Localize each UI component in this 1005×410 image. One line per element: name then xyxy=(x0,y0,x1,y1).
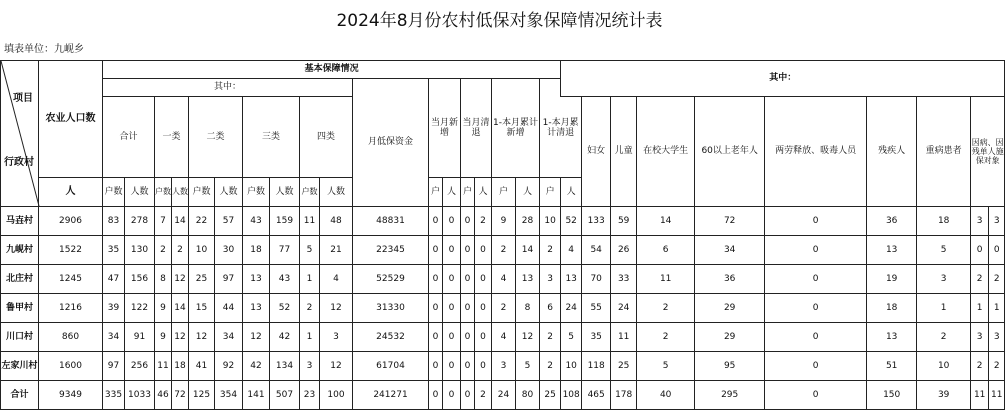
table-cell: 2 xyxy=(989,352,1005,381)
table-cell: 8 xyxy=(155,265,172,294)
header-cat3: 三类 xyxy=(243,97,300,178)
table-cell: 12 xyxy=(189,323,215,352)
table-cell: 25 xyxy=(611,352,637,381)
table-row xyxy=(1,207,1005,236)
table-cell: 0 xyxy=(429,265,443,294)
table-cell: 36 xyxy=(695,265,765,294)
table-cell: 5 xyxy=(561,323,582,352)
table-cell: 52 xyxy=(270,294,300,323)
subheader-cat4-ren: 人数 xyxy=(320,178,353,207)
header-cat4: 四类 xyxy=(300,97,353,178)
table-cell: 51 xyxy=(867,352,917,381)
table-cell: 24 xyxy=(611,294,637,323)
header-basic-sub: 其中： xyxy=(103,79,353,97)
table-cell: 125 xyxy=(189,381,215,410)
table-cell: 7 xyxy=(155,207,172,236)
table-cell: 3 xyxy=(300,352,320,381)
table-cell: 278 xyxy=(125,207,155,236)
village-name-cell: 北庄村 xyxy=(1,265,39,294)
table-cell: 26 xyxy=(611,236,637,265)
table-cell: 11 xyxy=(971,381,989,410)
table-cell: 0 xyxy=(765,381,867,410)
table-cell: 46 xyxy=(155,381,172,410)
table-cell: 29 xyxy=(695,294,765,323)
corner-label-village: 行政村 xyxy=(4,157,34,168)
table-cell: 13 xyxy=(243,265,270,294)
table-cell: 34 xyxy=(215,323,243,352)
page-title: 2024年8月份农村低保对象保障情况统计表 xyxy=(336,11,663,31)
table-cell: 0 xyxy=(443,236,461,265)
table-cell: 0 xyxy=(429,323,443,352)
table-cell: 3 xyxy=(971,207,989,236)
table-cell: 10 xyxy=(540,207,561,236)
table-cell: 1 xyxy=(971,294,989,323)
header-ill: 重病患者 xyxy=(917,97,971,207)
table-cell: 354 xyxy=(215,381,243,410)
table-cell: 3 xyxy=(320,323,353,352)
subheader-exit-hu: 户 xyxy=(461,178,475,207)
table-cell: 12 xyxy=(243,323,270,352)
subheader-cat3-ren: 人数 xyxy=(270,178,300,207)
table-cell: 2 xyxy=(155,236,172,265)
table-cell: 21 xyxy=(320,236,353,265)
table-cell: 30 xyxy=(215,236,243,265)
table-cell: 5 xyxy=(637,352,695,381)
table-cell: 1 xyxy=(300,265,320,294)
table-cell: 2 xyxy=(989,265,1005,294)
table-cell: 97 xyxy=(215,265,243,294)
table-cell: 2 xyxy=(917,323,971,352)
table-cell: 25 xyxy=(540,381,561,410)
subheader-new-ren: 人 xyxy=(443,178,461,207)
header-basic-group: 基本保障情况 xyxy=(103,61,561,79)
table-cell: 3 xyxy=(492,352,516,381)
village-name-cell: 鲁甲村 xyxy=(1,294,39,323)
header-released: 两劳释放、吸毒人员 xyxy=(765,97,867,207)
table-cell: 0 xyxy=(461,352,475,381)
table-cell: 100 xyxy=(320,381,353,410)
table-cell: 42 xyxy=(243,352,270,381)
table-cell: 178 xyxy=(611,381,637,410)
subheader-cum-exit-hu: 户 xyxy=(540,178,561,207)
table-cell: 11 xyxy=(989,381,1005,410)
subheader-new-hu: 户 xyxy=(429,178,443,207)
table-cell: 5 xyxy=(516,352,540,381)
subheader-total-hu: 户数 xyxy=(103,178,125,207)
subheader-cat2-ren: 人数 xyxy=(215,178,243,207)
table-cell: 22345 xyxy=(353,236,429,265)
table-cell: 1522 xyxy=(39,236,103,265)
village-name-cell: 合计 xyxy=(1,381,39,410)
village-name-cell: 川口村 xyxy=(1,323,39,352)
table-cell: 0 xyxy=(765,207,867,236)
subheader-cat1-hu: 户数 xyxy=(155,178,172,207)
table-cell: 2 xyxy=(492,236,516,265)
table-cell: 5 xyxy=(300,236,320,265)
table-cell: 0 xyxy=(765,265,867,294)
table-cell: 0 xyxy=(429,294,443,323)
table-cell: 41 xyxy=(189,352,215,381)
table-cell: 77 xyxy=(270,236,300,265)
table-cell: 0 xyxy=(971,236,989,265)
table-cell: 72 xyxy=(172,381,189,410)
table-cell: 35 xyxy=(582,323,611,352)
table-cell: 72 xyxy=(695,207,765,236)
corner-diagonal-line xyxy=(1,61,39,206)
header-cum-new: 1-本月累计新增 xyxy=(492,79,540,178)
table-cell: 6 xyxy=(637,236,695,265)
table-cell: 6 xyxy=(540,294,561,323)
table-cell: 0 xyxy=(475,323,492,352)
table-cell: 42 xyxy=(270,323,300,352)
table-cell: 34 xyxy=(695,236,765,265)
table-cell: 13 xyxy=(516,265,540,294)
table-cell: 22 xyxy=(189,207,215,236)
table-cell: 18 xyxy=(867,294,917,323)
table-cell: 24 xyxy=(492,381,516,410)
table-cell: 55 xyxy=(582,294,611,323)
table-cell: 241271 xyxy=(353,381,429,410)
reporting-unit: 填表单位：九岘乡 xyxy=(4,44,84,55)
header-disabled: 残疾人 xyxy=(867,97,917,207)
table-cell: 83 xyxy=(103,207,125,236)
table-row xyxy=(1,323,1005,352)
table-cell: 12 xyxy=(172,323,189,352)
subheader-cat2-hu: 户数 xyxy=(189,178,215,207)
table-cell: 11 xyxy=(300,207,320,236)
table-cell: 14 xyxy=(516,236,540,265)
subheader-cat1-ren: 人数 xyxy=(172,178,189,207)
village-name-cell: 左家川村 xyxy=(1,352,39,381)
subheader-cat3-hu: 户数 xyxy=(243,178,270,207)
table-cell: 0 xyxy=(765,323,867,352)
table-cell: 133 xyxy=(582,207,611,236)
table-cell: 2906 xyxy=(39,207,103,236)
village-name-cell: 九岘村 xyxy=(1,236,39,265)
table-cell: 4 xyxy=(320,265,353,294)
table-cell: 0 xyxy=(475,265,492,294)
village-name-cell: 马壵村 xyxy=(1,207,39,236)
table-cell: 2 xyxy=(637,323,695,352)
table-cell: 0 xyxy=(443,207,461,236)
table-cell: 2 xyxy=(971,352,989,381)
table-cell: 1245 xyxy=(39,265,103,294)
table-cell: 92 xyxy=(215,352,243,381)
table-cell: 14 xyxy=(172,294,189,323)
table-cell: 35 xyxy=(103,236,125,265)
table-cell: 48 xyxy=(320,207,353,236)
header-total: 合计 xyxy=(103,97,155,178)
header-right-group: 其中： xyxy=(561,61,1005,97)
table-cell: 48831 xyxy=(353,207,429,236)
table-cell: 2 xyxy=(971,265,989,294)
table-cell: 1216 xyxy=(39,294,103,323)
table-cell: 11 xyxy=(155,352,172,381)
table-cell: 12 xyxy=(516,323,540,352)
table-cell: 156 xyxy=(125,265,155,294)
table-cell: 28 xyxy=(516,207,540,236)
table-cell: 295 xyxy=(695,381,765,410)
corner-header-cell xyxy=(1,61,39,207)
table-cell: 150 xyxy=(867,381,917,410)
table-cell: 33 xyxy=(611,265,637,294)
table-cell: 9349 xyxy=(39,381,103,410)
table-cell: 54 xyxy=(582,236,611,265)
table-cell: 0 xyxy=(443,265,461,294)
table-cell: 122 xyxy=(125,294,155,323)
table-cell: 0 xyxy=(429,236,443,265)
table-cell: 0 xyxy=(461,207,475,236)
table-cell: 24532 xyxy=(353,323,429,352)
header-cat2: 二类 xyxy=(189,97,243,178)
table-cell: 159 xyxy=(270,207,300,236)
header-agri-pop-unit: 人 xyxy=(39,178,103,207)
table-cell: 465 xyxy=(582,381,611,410)
subheader-cum-new-ren: 人 xyxy=(516,178,540,207)
header-women: 妇女 xyxy=(582,97,611,207)
header-single: 因病、因残单人施保对象 xyxy=(971,97,1005,207)
table-cell: 0 xyxy=(443,381,461,410)
table-cell: 43 xyxy=(270,265,300,294)
table-cell: 8 xyxy=(516,294,540,323)
header-children: 儿童 xyxy=(611,97,637,207)
table-cell: 40 xyxy=(637,381,695,410)
table-cell: 256 xyxy=(125,352,155,381)
table-cell: 0 xyxy=(443,323,461,352)
table-row xyxy=(1,352,1005,381)
table-cell: 2 xyxy=(300,294,320,323)
table-cell: 59 xyxy=(611,207,637,236)
table-cell: 1 xyxy=(917,294,971,323)
table-cell: 2 xyxy=(172,236,189,265)
table-cell: 44 xyxy=(215,294,243,323)
table-cell: 0 xyxy=(461,294,475,323)
table-cell: 23 xyxy=(300,381,320,410)
table-cell: 0 xyxy=(765,236,867,265)
table-cell: 10 xyxy=(917,352,971,381)
table-cell: 34 xyxy=(103,323,125,352)
table-cell: 12 xyxy=(320,352,353,381)
table-cell: 36 xyxy=(867,207,917,236)
table-cell: 9 xyxy=(155,294,172,323)
table-cell: 134 xyxy=(270,352,300,381)
table-cell: 3 xyxy=(989,323,1005,352)
header-elderly: 60以上老年人 xyxy=(695,97,765,207)
table-cell: 13 xyxy=(243,294,270,323)
table-cell: 0 xyxy=(989,236,1005,265)
table-cell: 0 xyxy=(765,352,867,381)
table-row xyxy=(1,294,1005,323)
table-cell: 11 xyxy=(611,323,637,352)
table-cell: 3 xyxy=(540,265,561,294)
table-cell: 15 xyxy=(189,294,215,323)
table-cell: 2 xyxy=(475,207,492,236)
table-cell: 0 xyxy=(461,381,475,410)
table-cell: 2 xyxy=(540,323,561,352)
table-cell: 108 xyxy=(561,381,582,410)
table-row xyxy=(1,265,1005,294)
table-cell: 9 xyxy=(155,323,172,352)
table-cell: 12 xyxy=(172,265,189,294)
table-cell: 118 xyxy=(582,352,611,381)
table-cell: 19 xyxy=(867,265,917,294)
header-students: 在校大学生 xyxy=(637,97,695,207)
table-cell: 47 xyxy=(103,265,125,294)
table-cell: 4 xyxy=(492,265,516,294)
subheader-cat4-hu: 户数 xyxy=(300,178,320,207)
table-cell: 18 xyxy=(172,352,189,381)
table-cell: 13 xyxy=(561,265,582,294)
table-cell: 95 xyxy=(695,352,765,381)
table-cell: 3 xyxy=(989,207,1005,236)
table-cell: 14 xyxy=(172,207,189,236)
subheader-cum-exit-ren: 人 xyxy=(561,178,582,207)
table-row xyxy=(1,236,1005,265)
table-cell: 97 xyxy=(103,352,125,381)
table-cell: 1 xyxy=(989,294,1005,323)
statistics-table xyxy=(0,60,1005,410)
header-new: 当月新增 xyxy=(429,79,461,178)
table-cell: 11 xyxy=(637,265,695,294)
table-cell: 0 xyxy=(461,265,475,294)
table-cell: 0 xyxy=(443,294,461,323)
table-cell: 2 xyxy=(475,381,492,410)
table-cell: 18 xyxy=(243,236,270,265)
table-cell: 12 xyxy=(320,294,353,323)
subheader-exit-ren: 人 xyxy=(475,178,492,207)
header-exit: 当月清退 xyxy=(461,79,492,178)
statistics-table-container xyxy=(0,60,1004,400)
table-cell: 0 xyxy=(461,323,475,352)
table-cell: 0 xyxy=(429,381,443,410)
table-cell: 3 xyxy=(917,265,971,294)
table-cell: 2 xyxy=(492,294,516,323)
table-cell: 1 xyxy=(300,323,320,352)
table-cell: 52 xyxy=(561,207,582,236)
header-cum-exit: 1-本月累计清退 xyxy=(540,79,582,178)
table-cell: 57 xyxy=(215,207,243,236)
table-cell: 507 xyxy=(270,381,300,410)
table-cell: 335 xyxy=(103,381,125,410)
table-cell: 14 xyxy=(637,207,695,236)
header-agri-pop: 农业人口数 xyxy=(39,61,103,178)
table-cell: 0 xyxy=(475,352,492,381)
table-cell: 0 xyxy=(429,352,443,381)
table-cell: 130 xyxy=(125,236,155,265)
table-cell: 2 xyxy=(540,352,561,381)
table-cell: 39 xyxy=(103,294,125,323)
table-cell: 18 xyxy=(917,207,971,236)
table-cell: 70 xyxy=(582,265,611,294)
table-cell: 2 xyxy=(637,294,695,323)
table-row xyxy=(1,381,1005,410)
table-cell: 0 xyxy=(475,236,492,265)
table-cell: 0 xyxy=(475,294,492,323)
table-cell: 5 xyxy=(917,236,971,265)
table-cell: 0 xyxy=(765,294,867,323)
table-cell: 9 xyxy=(492,207,516,236)
table-cell: 39 xyxy=(917,381,971,410)
table-cell: 141 xyxy=(243,381,270,410)
table-cell: 1033 xyxy=(125,381,155,410)
table-cell: 0 xyxy=(429,207,443,236)
table-cell: 4 xyxy=(492,323,516,352)
table-cell: 1600 xyxy=(39,352,103,381)
header-fund: 月低保资金 xyxy=(353,79,429,207)
table-cell: 10 xyxy=(561,352,582,381)
table-cell: 24 xyxy=(561,294,582,323)
table-cell: 80 xyxy=(516,381,540,410)
table-cell: 13 xyxy=(867,323,917,352)
subheader-total-ren: 人数 xyxy=(125,178,155,207)
table-cell: 10 xyxy=(189,236,215,265)
subheader-cum-new-hu: 户 xyxy=(492,178,516,207)
table-cell: 2 xyxy=(540,236,561,265)
table-cell: 91 xyxy=(125,323,155,352)
table-cell: 0 xyxy=(443,352,461,381)
table-cell: 13 xyxy=(867,236,917,265)
corner-label-project: 项目 xyxy=(13,93,33,104)
table-cell: 29 xyxy=(695,323,765,352)
table-cell: 43 xyxy=(243,207,270,236)
table-cell: 61704 xyxy=(353,352,429,381)
table-cell: 52529 xyxy=(353,265,429,294)
header-cat1: 一类 xyxy=(155,97,189,178)
table-cell: 860 xyxy=(39,323,103,352)
table-cell: 31330 xyxy=(353,294,429,323)
table-cell: 25 xyxy=(189,265,215,294)
table-cell: 0 xyxy=(461,236,475,265)
table-cell: 3 xyxy=(971,323,989,352)
table-cell: 4 xyxy=(561,236,582,265)
